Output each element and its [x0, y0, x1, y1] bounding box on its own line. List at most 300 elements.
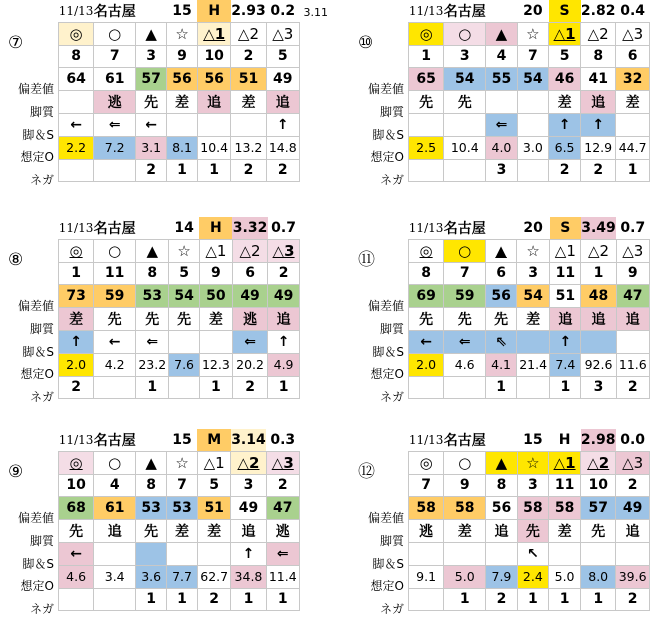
negative-cell: 2 — [486, 588, 517, 611]
expected-odds-cell: 8.0 — [581, 565, 616, 588]
race-date: 11/13 — [58, 432, 94, 447]
running-style-cell: 差 — [549, 91, 581, 114]
deviation-cell: 32 — [616, 68, 650, 91]
runner-count: 20 — [523, 2, 543, 19]
mark-cell: △3 — [266, 451, 299, 474]
expected-odds-cell: 4.9 — [268, 353, 300, 376]
venue-name: 名古屋 — [443, 220, 486, 237]
mark-cell: ◎ — [59, 22, 94, 45]
leg-speed-cell: ← — [409, 330, 444, 353]
expected-odds-cell: 3.1 — [136, 136, 167, 159]
row-label: 脚＆S — [22, 127, 54, 142]
mark-cell: △2 — [581, 239, 616, 262]
horse-number-cell: 9 — [167, 45, 198, 68]
track-grade: M — [197, 429, 230, 451]
running-style-cell — [486, 91, 517, 114]
negative-cell — [94, 159, 136, 182]
running-style-cell: 差 — [197, 520, 230, 543]
negative-cell: 1 — [616, 159, 650, 182]
running-style-cell: 先 — [169, 308, 199, 331]
mark-cell: ☆ — [517, 451, 548, 474]
negative-cell: 1 — [581, 588, 616, 611]
negative-cell: 1 — [136, 588, 167, 611]
runner-count: 15 — [172, 431, 192, 448]
horse-number-cell: 3 — [136, 45, 167, 68]
negative-cell — [409, 376, 444, 399]
leg-speed-cell — [581, 542, 616, 565]
horse-number-cell: 9 — [199, 262, 232, 285]
runner-count: 20 — [523, 219, 543, 236]
leg-speed-cell — [136, 542, 167, 565]
runner-count: 14 — [174, 219, 194, 236]
negative-cell — [517, 159, 548, 182]
header-spacer — [486, 429, 517, 451]
deviation-cell: 55 — [486, 68, 517, 91]
deviation-cell: 61 — [94, 68, 136, 91]
expected-odds-cell: 2.5 — [409, 136, 444, 159]
horse-number-cell: 11 — [94, 262, 136, 285]
odds-value: 2.93 — [231, 2, 266, 19]
mark-cell: ▲ — [486, 22, 517, 45]
horse-number-cell: 9 — [444, 474, 486, 497]
leg-speed-cell: ← — [94, 330, 136, 353]
horse-number-cell: 3 — [517, 474, 548, 497]
race-number: ⑩ — [358, 33, 374, 53]
expected-odds-cell: 7.4 — [550, 353, 581, 376]
mark-cell: △2 — [231, 451, 266, 474]
leg-speed-cell: ⇐ — [232, 330, 267, 353]
header-spacer — [486, 0, 517, 22]
deviation-cell: 54 — [444, 68, 486, 91]
odds-value: 3.32 — [232, 217, 267, 239]
running-style-cell: 差 — [167, 91, 198, 114]
runner-count: 15 — [523, 431, 543, 448]
expected-odds-cell: 10.4 — [444, 136, 486, 159]
horse-number-cell: 9 — [616, 262, 649, 285]
deviation-cell: 68 — [59, 497, 94, 520]
expected-odds-cell: 11.6 — [616, 353, 649, 376]
mark-cell: ▲ — [486, 239, 517, 262]
expected-odds-cell: 4.1 — [486, 353, 517, 376]
expected-odds-cell: 7.6 — [169, 353, 199, 376]
running-style-cell: 差 — [516, 308, 549, 331]
expected-odds-cell: 11.4 — [266, 565, 299, 588]
negative-cell: 2 — [232, 376, 267, 399]
expected-odds-cell: 21.4 — [516, 353, 549, 376]
negative-cell: 2 — [549, 159, 581, 182]
mark-cell: △2 — [581, 22, 616, 45]
mark-cell: ◎ — [409, 22, 444, 45]
leg-speed-cell — [516, 330, 549, 353]
running-style-cell: 追 — [581, 91, 616, 114]
row-label: 偏差値 — [367, 82, 404, 96]
running-style-cell: 追 — [268, 308, 300, 331]
odds-diff: 0.7 — [271, 219, 296, 236]
deviation-cell: 49 — [231, 497, 266, 520]
running-style-cell — [59, 91, 94, 114]
horse-number-cell: 7 — [444, 262, 486, 285]
race-table — [58, 217, 300, 399]
negative-cell: 2 — [616, 376, 649, 399]
row-label: ネガ — [29, 173, 54, 188]
expected-odds-cell: 5.0 — [549, 565, 581, 588]
running-style-cell: 差 — [199, 308, 232, 331]
row-label: 脚質 — [379, 533, 404, 548]
odds-value: 2.82 — [580, 2, 616, 19]
horse-number-cell: 3 — [231, 474, 266, 497]
race-number: ⑦ — [8, 33, 24, 53]
track-grade: H — [558, 431, 571, 448]
negative-cell: 1 — [197, 159, 230, 182]
leg-speed-cell: ← — [59, 542, 94, 565]
horse-number-cell: 2 — [266, 474, 299, 497]
header-spacer — [136, 429, 167, 451]
expected-odds-cell: 39.6 — [616, 565, 650, 588]
negative-cell: 3 — [581, 376, 616, 399]
deviation-cell: 49 — [616, 497, 650, 520]
negative-cell — [409, 159, 444, 182]
track-grade: S — [550, 217, 581, 239]
running-style-cell: 差 — [167, 520, 198, 543]
row-label: ネガ — [379, 602, 404, 617]
deviation-cell: 59 — [444, 285, 486, 308]
mark-cell: △1 — [197, 451, 230, 474]
row-label: 脚＆S — [372, 556, 404, 571]
horse-number-cell: 6 — [616, 45, 650, 68]
race-date: 11/13 — [408, 3, 444, 18]
horse-number-cell: 7 — [517, 45, 548, 68]
leg-speed-cell: ↖ — [517, 542, 548, 565]
race-number: ⑪ — [358, 250, 375, 270]
deviation-cell: 53 — [136, 497, 167, 520]
negative-cell — [59, 588, 94, 611]
deviation-cell: 49 — [266, 68, 299, 91]
deviation-cell: 54 — [517, 68, 548, 91]
race-date: 11/13 — [408, 220, 444, 235]
negative-cell: 1 — [231, 588, 266, 611]
running-style-cell: 追 — [550, 308, 581, 331]
mark-cell: ○ — [94, 22, 136, 45]
mark-cell: ◎ — [409, 239, 444, 262]
running-style-cell: 先 — [94, 308, 136, 331]
leg-speed-cell — [616, 542, 650, 565]
row-label: 偏差値 — [367, 299, 404, 313]
deviation-cell: 57 — [581, 497, 616, 520]
deviation-cell: 64 — [59, 68, 94, 91]
odds-diff: 0.7 — [620, 219, 646, 236]
leg-speed-cell — [167, 113, 198, 136]
mark-cell: △3 — [616, 451, 650, 474]
horse-number-cell: 4 — [94, 474, 136, 497]
negative-cell: 1 — [199, 376, 232, 399]
running-style-cell: 先 — [517, 520, 548, 543]
mark-cell: ☆ — [517, 22, 548, 45]
mark-cell: ◎ — [59, 239, 94, 262]
running-style-cell: 追 — [581, 308, 616, 331]
race-table — [408, 217, 650, 399]
expected-odds-cell: 7.7 — [167, 565, 198, 588]
horse-number-cell: 2 — [231, 45, 266, 68]
negative-cell: 1 — [167, 588, 198, 611]
row-label: 想定O — [370, 150, 404, 165]
deviation-cell: 51 — [550, 285, 581, 308]
expected-odds-cell: 4.2 — [94, 353, 136, 376]
negative-cell: 1 — [268, 376, 300, 399]
negative-cell: 1 — [167, 159, 198, 182]
negative-cell: 2 — [59, 376, 94, 399]
negative-cell — [444, 159, 486, 182]
deviation-cell: 49 — [268, 285, 300, 308]
negative-cell — [444, 376, 486, 399]
leg-speed-cell — [616, 113, 650, 136]
mark-cell: △2 — [231, 22, 266, 45]
negative-cell: 2 — [231, 159, 266, 182]
negative-cell: 1 — [550, 376, 581, 399]
venue-name: 名古屋 — [93, 220, 136, 237]
odds-diff: 0.3 — [270, 431, 296, 448]
row-label: 偏差値 — [17, 511, 54, 525]
mark-cell: ○ — [444, 239, 486, 262]
expected-odds-cell: 4.0 — [486, 136, 517, 159]
horse-number-cell: 7 — [94, 45, 136, 68]
deviation-cell: 51 — [197, 497, 230, 520]
deviation-cell: 73 — [59, 285, 94, 308]
running-style-cell: 先 — [444, 91, 486, 114]
deviation-cell: 69 — [409, 285, 444, 308]
expected-odds-cell: 10.4 — [197, 136, 230, 159]
running-style-cell: 差 — [59, 308, 94, 331]
mark-cell: ◎ — [59, 451, 94, 474]
horse-number-cell: 5 — [169, 262, 199, 285]
row-label: 脚質 — [29, 533, 54, 548]
mark-cell: ○ — [444, 451, 486, 474]
venue-name: 名古屋 — [93, 3, 136, 20]
horse-number-cell: 11 — [550, 262, 581, 285]
row-label: 脚質 — [379, 104, 404, 119]
expected-odds-cell: 12.3 — [199, 353, 232, 376]
running-style-cell: 追 — [616, 520, 650, 543]
track-grade: S — [549, 0, 581, 22]
leg-speed-cell — [197, 542, 230, 565]
mark-cell: △2 — [232, 239, 267, 262]
deviation-cell: 54 — [169, 285, 199, 308]
mark-cell: ☆ — [167, 451, 198, 474]
leg-speed-cell — [444, 542, 486, 565]
horse-number-cell: 6 — [232, 262, 267, 285]
running-style-cell: 先 — [136, 520, 167, 543]
mark-cell: ☆ — [516, 239, 549, 262]
deviation-cell: 54 — [516, 285, 549, 308]
expected-odds-cell: 14.8 — [266, 136, 299, 159]
race-table — [58, 0, 300, 182]
row-label: 脚質 — [29, 321, 54, 336]
running-style-cell: 追 — [616, 308, 649, 331]
horse-number-cell: 4 — [486, 45, 517, 68]
expected-odds-cell: 13.2 — [231, 136, 266, 159]
race-date: 11/13 — [58, 3, 94, 18]
negative-cell: 1 — [136, 376, 169, 399]
leg-speed-cell — [197, 113, 230, 136]
negative-cell — [94, 376, 136, 399]
running-style-cell: 逃 — [409, 520, 444, 543]
negative-cell: 2 — [136, 159, 167, 182]
horse-number-cell: 8 — [486, 474, 517, 497]
mark-cell: △1 — [549, 22, 581, 45]
venue-name: 名古屋 — [443, 432, 486, 449]
mark-cell: ○ — [94, 239, 136, 262]
leg-speed-cell: ← — [136, 113, 167, 136]
expected-odds-cell: 34.8 — [231, 565, 266, 588]
running-style-cell: 追 — [231, 520, 266, 543]
row-label: ネガ — [379, 390, 404, 405]
deviation-cell: 56 — [197, 68, 230, 91]
expected-odds-cell: 23.2 — [136, 353, 169, 376]
horse-number-cell: 7 — [409, 474, 444, 497]
running-style-cell: 先 — [59, 520, 94, 543]
leg-speed-cell — [517, 113, 548, 136]
mark-cell: △3 — [268, 239, 300, 262]
expected-odds-cell: 3.6 — [136, 565, 167, 588]
deviation-cell: 58 — [409, 497, 444, 520]
horse-number-cell: 3 — [444, 45, 486, 68]
runner-count: 15 — [172, 2, 192, 19]
deviation-cell: 50 — [199, 285, 232, 308]
deviation-cell: 47 — [616, 285, 649, 308]
deviation-cell: 65 — [409, 68, 444, 91]
expected-odds-cell: 2.2 — [59, 136, 94, 159]
odds-value: 3.49 — [581, 217, 616, 239]
row-labels — [0, 78, 56, 192]
leg-speed-cell: ⇐ — [444, 330, 486, 353]
mark-cell: ◎ — [409, 451, 444, 474]
mark-cell: △2 — [581, 451, 616, 474]
leg-speed-cell: ⇖ — [486, 330, 517, 353]
row-label: 脚質 — [29, 104, 54, 119]
row-label: 想定O — [370, 367, 404, 382]
expected-odds-cell: 92.6 — [581, 353, 616, 376]
deviation-cell: 58 — [444, 497, 486, 520]
leg-speed-cell: ⇐ — [266, 542, 299, 565]
leg-speed-cell: ↑ — [549, 113, 581, 136]
running-style-cell: 差 — [231, 91, 266, 114]
deviation-cell: 58 — [549, 497, 581, 520]
race-date: 11/13 — [58, 220, 94, 235]
row-label: 脚＆S — [22, 344, 54, 359]
expected-odds-cell: 7.2 — [94, 136, 136, 159]
row-label: 想定O — [370, 579, 404, 594]
track-grade: H — [199, 217, 232, 239]
horse-number-cell: 10 — [59, 474, 94, 497]
horse-number-cell: 1 — [581, 262, 616, 285]
mark-cell: ○ — [94, 451, 136, 474]
deviation-cell: 53 — [167, 497, 198, 520]
leg-speed-cell: ⇐ — [94, 113, 136, 136]
deviation-cell: 59 — [94, 285, 136, 308]
horse-number-cell: 1 — [59, 262, 94, 285]
expected-odds-cell: 3.4 — [94, 565, 136, 588]
expected-odds-cell: 12.9 — [581, 136, 616, 159]
horse-number-cell: 7 — [167, 474, 198, 497]
running-style-cell: 先 — [136, 91, 167, 114]
expected-odds-cell: 6.5 — [549, 136, 581, 159]
negative-cell: 2 — [616, 588, 650, 611]
deviation-cell: 41 — [581, 68, 616, 91]
expected-odds-cell: 3.0 — [517, 136, 548, 159]
deviation-cell: 56 — [486, 497, 517, 520]
race-number: ⑧ — [8, 250, 24, 270]
leg-speed-cell: ↑ — [231, 542, 266, 565]
leg-speed-cell — [616, 330, 649, 353]
race-table — [408, 429, 650, 611]
running-style-cell: 追 — [486, 520, 517, 543]
running-style-cell — [517, 91, 548, 114]
deviation-cell: 57 — [136, 68, 167, 91]
leg-speed-cell — [549, 542, 581, 565]
mark-cell: ▲ — [136, 22, 167, 45]
expected-odds-cell: 9.1 — [409, 565, 444, 588]
running-style-cell: 先 — [409, 308, 444, 331]
header-spacer — [136, 0, 167, 22]
row-labels — [350, 78, 406, 192]
negative-cell — [516, 376, 549, 399]
horse-number-cell: 2 — [268, 262, 300, 285]
horse-number-cell: 6 — [486, 262, 517, 285]
negative-cell: 1 — [549, 588, 581, 611]
running-style-cell: 追 — [94, 520, 136, 543]
row-labels — [350, 507, 406, 621]
leg-speed-cell — [581, 330, 616, 353]
horse-number-cell: 2 — [616, 474, 650, 497]
race-table — [408, 0, 650, 182]
running-style-cell: 逃 — [232, 308, 267, 331]
extra-value: 3.11 — [303, 6, 328, 19]
negative-cell — [409, 588, 444, 611]
running-style-cell: 逃 — [266, 520, 299, 543]
leg-speed-cell — [231, 113, 266, 136]
running-style-cell: 先 — [136, 308, 169, 331]
mark-cell: △3 — [616, 22, 650, 45]
running-style-cell: 差 — [549, 520, 581, 543]
leg-speed-cell — [409, 113, 444, 136]
horse-number-cell: 8 — [581, 45, 616, 68]
running-style-cell: 先 — [581, 520, 616, 543]
deviation-cell: 61 — [94, 497, 136, 520]
deviation-cell: 53 — [136, 285, 169, 308]
horse-number-cell: 8 — [136, 474, 167, 497]
row-label: ネガ — [379, 173, 404, 188]
row-labels — [0, 295, 56, 409]
row-label: ネガ — [29, 390, 54, 405]
horse-number-cell: 1 — [409, 45, 444, 68]
leg-speed-cell: ↑ — [59, 330, 94, 353]
leg-speed-cell: ↑ — [550, 330, 581, 353]
horse-number-cell: 10 — [581, 474, 616, 497]
running-style-cell: 追 — [197, 91, 230, 114]
row-label: 想定O — [20, 579, 54, 594]
leg-speed-cell: ↑ — [268, 330, 300, 353]
row-label: 脚＆S — [22, 556, 54, 571]
leg-speed-cell: ← — [59, 113, 94, 136]
odds-diff: 0.0 — [620, 431, 646, 448]
mark-cell: ☆ — [169, 239, 199, 262]
header-spacer — [486, 217, 517, 239]
deviation-cell: 56 — [486, 285, 517, 308]
leg-speed-cell — [169, 330, 199, 353]
mark-cell: △3 — [616, 239, 649, 262]
mark-cell: △3 — [266, 22, 299, 45]
running-style-cell: 差 — [616, 91, 650, 114]
negative-cell — [169, 376, 199, 399]
